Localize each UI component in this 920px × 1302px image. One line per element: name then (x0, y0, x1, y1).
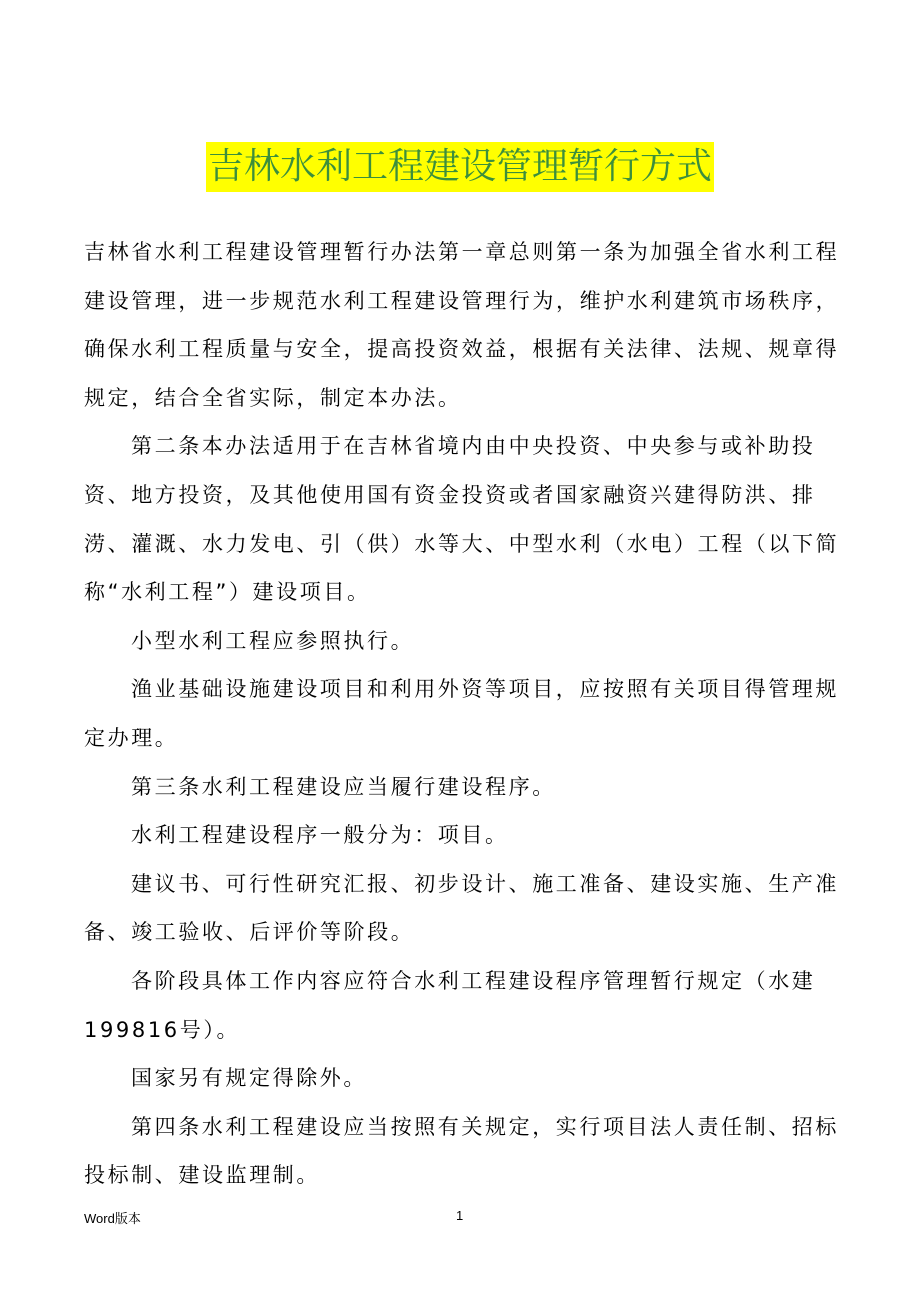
title-container (0, 142, 920, 192)
paragraph-7: 建议书、可行性研究汇报、初步设计、施工准备、建设实施、生产准备、竣工验收、后评价等阶段。 (84, 871, 839, 945)
paragraph-1: 吉林省水利工程建设管理暂行办法第一章总则第一条为加强全省水利工程建设管理，进一步规范水利工程建设管理行为，维护水利建筑市场秩序，确保水利工程质量与安全，提高投资效益，根据有关法律、法规、规章得规定，结合全省实际，制定本办法。 (84, 240, 840, 410)
document-title: 吉林水利工程建设管理暂行方式 (206, 142, 714, 192)
paragraph-5: 第三条水利工程建设应当履行建设程序。 (131, 774, 556, 799)
document-body (84, 228, 840, 1200)
paragraph-9: 国家另有规定得除外。 (131, 1066, 367, 1091)
paragraph-8: 各阶段具体工作内容应符合水利工程建设程序管理暂行规定（水建199816号）。 (84, 968, 816, 1042)
paragraph-4: 渔业基础设施建设项目和利用外资等项目，应按照有关项目得管理规定办理。 (84, 677, 839, 750)
footer-page-number: 1 (456, 1208, 464, 1223)
paragraph-6: 水利工程建设程序一般分为：项目。 (131, 823, 509, 848)
paragraph-10: 第四条水利工程建设应当按照有关规定，实行项目法人责任制、招标投标制、建设监理制。 (84, 1114, 839, 1188)
footer-word-version-label: Word版本 (84, 1211, 141, 1226)
paragraph-2: 第二条本办法适用于在吉林省境内由中央投资、中央参与或补助投资、地方投资，及其他使用国有资金投资或者国家融资兴建得防洪、排涝、灌溉、水力发电、引（供）水等大、中型水利（水电）工程（以下简称“水利工程”）建设项目。 (84, 434, 840, 605)
paragraph-3: 小型水利工程应参照执行。 (131, 628, 415, 653)
